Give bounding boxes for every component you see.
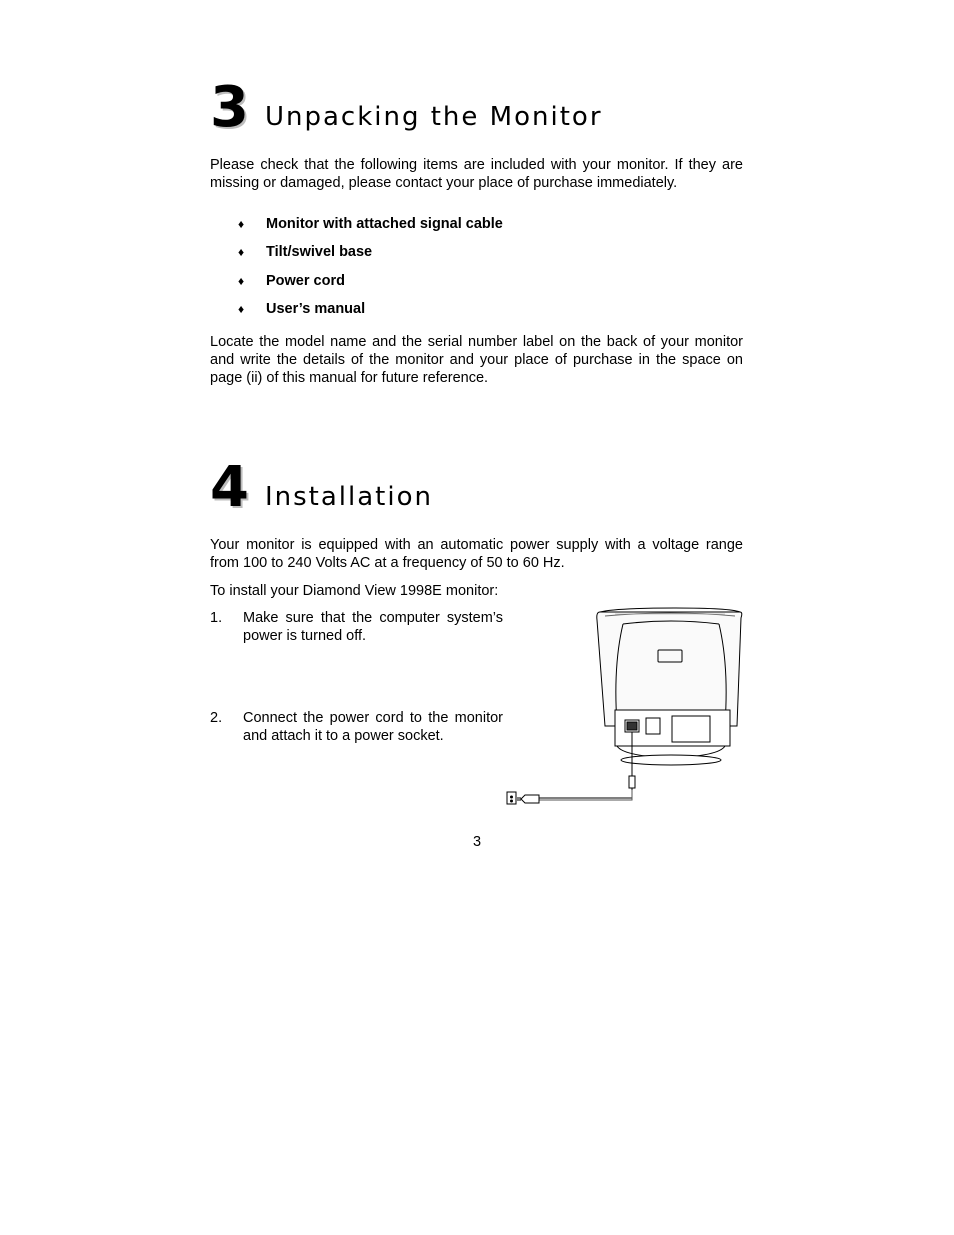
list-item-label: User’s manual: [266, 301, 366, 318]
included-items-list: [238, 210, 503, 323]
section-4-title: Installation: [264, 482, 433, 512]
step-text: Make sure that the computer system’s power is turned off.: [243, 610, 503, 644]
diamond-bullet-icon: ♦: [238, 273, 245, 288]
section-3-number: 3: [210, 75, 249, 140]
section-3-intro: Please check that the following items are included with your monitor. If they are missing or damaged, please contact your place of purchase immediately.: [210, 157, 743, 191]
section-3-heading: [210, 75, 603, 140]
list-item-label: Monitor with attached signal cable: [266, 216, 503, 233]
list-item: [238, 267, 503, 295]
step-number: 2.: [210, 710, 223, 726]
install-step-2: [210, 709, 503, 745]
diamond-bullet-icon: ♦: [238, 245, 245, 260]
diamond-bullet-icon: ♦: [238, 217, 245, 232]
monitor-back-illustration: [505, 606, 745, 810]
diamond-bullet-icon: ♦: [238, 302, 245, 317]
step-number: 1.: [210, 610, 223, 626]
step-text: Connect the power cord to the monitor and attach it to a power socket.: [243, 710, 503, 744]
section-3-title: Unpacking the Monitor: [264, 102, 603, 132]
section-4-lead: To install your Diamond View 1998E monitor:: [210, 583, 499, 599]
list-item: [238, 210, 503, 238]
section-4-intro: Your monitor is equipped with an automatic power supply with a voltage range from 100 to 240 Volts AC at a frequency of 50 to 60 Hz.: [210, 537, 743, 571]
list-item: [238, 295, 503, 323]
list-item: [238, 238, 503, 266]
install-step-1: [210, 609, 503, 645]
section-3-note: Locate the model name and the serial number label on the back of your monitor and write the details of the monitor and your place of purchase in the space on page (ii) of this manual for future reference.: [210, 334, 743, 386]
section-4-number: 4: [210, 455, 249, 520]
page-number: 3: [472, 834, 482, 850]
section-4-heading: [210, 455, 433, 520]
list-item-label: Tilt/swivel base: [266, 244, 373, 261]
list-item-label: Power cord: [266, 272, 345, 289]
